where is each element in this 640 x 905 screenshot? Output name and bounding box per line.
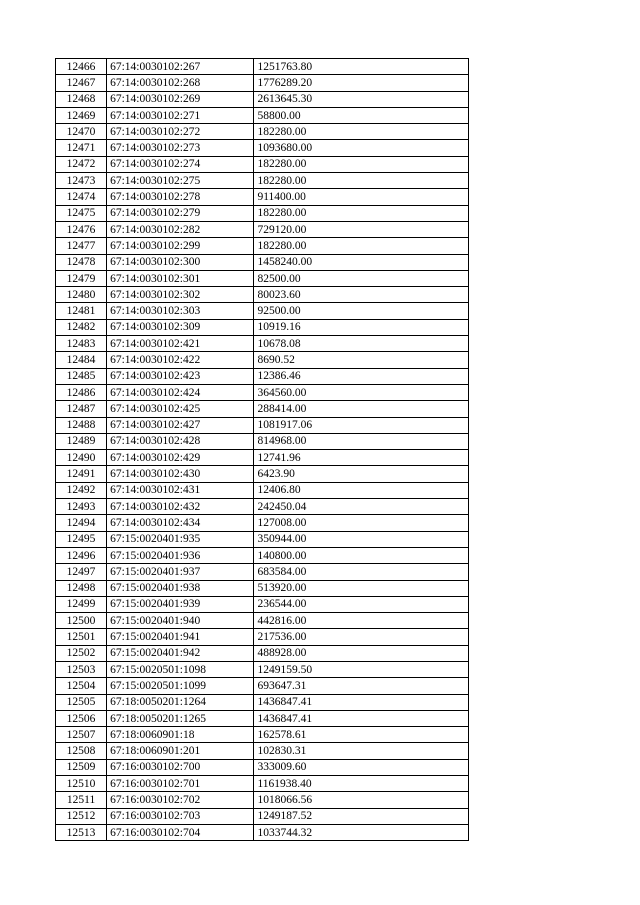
- row-number-cell: 12509: [56, 759, 107, 775]
- table-row: [56, 808, 469, 824]
- cadastral-number-cell: 67:14:0030102:424: [107, 384, 254, 400]
- table-row: [56, 287, 469, 303]
- value-cell: 80023.60: [254, 287, 469, 303]
- cadastral-number-cell: 67:14:0030102:422: [107, 352, 254, 368]
- table-row: [56, 564, 469, 580]
- row-number-cell: 12488: [56, 417, 107, 433]
- table-row: [56, 205, 469, 221]
- row-number-cell: 12484: [56, 352, 107, 368]
- value-cell: 12406.80: [254, 482, 469, 498]
- row-number-cell: 12485: [56, 368, 107, 384]
- value-cell: 333009.60: [254, 759, 469, 775]
- row-number-cell: 12496: [56, 547, 107, 563]
- cadastral-number-cell: 67:15:0020401:935: [107, 531, 254, 547]
- table-row: [56, 466, 469, 482]
- row-number-cell: 12476: [56, 221, 107, 237]
- table-row: [56, 124, 469, 140]
- row-number-cell: 12513: [56, 824, 107, 840]
- cadastral-number-cell: 67:16:0030102:701: [107, 776, 254, 792]
- row-number-cell: 12504: [56, 678, 107, 694]
- value-cell: 82500.00: [254, 270, 469, 286]
- table-row: [56, 661, 469, 677]
- table-row: [56, 254, 469, 270]
- cadastral-number-cell: 67:14:0030102:423: [107, 368, 254, 384]
- table-row: [56, 613, 469, 629]
- value-cell: 1161938.40: [254, 776, 469, 792]
- table-row: [56, 303, 469, 319]
- value-cell: 1436847.41: [254, 710, 469, 726]
- row-number-cell: 12478: [56, 254, 107, 270]
- cadastral-number-cell: 67:14:0030102:309: [107, 319, 254, 335]
- cadastral-number-cell: 67:15:0020401:938: [107, 580, 254, 596]
- cadastral-number-cell: 67:15:0020401:941: [107, 629, 254, 645]
- table-row: [56, 531, 469, 547]
- value-cell: 1249187.52: [254, 808, 469, 824]
- value-cell: 236544.00: [254, 596, 469, 612]
- table-row: [56, 547, 469, 563]
- table-row: [56, 515, 469, 531]
- cadastral-number-cell: 67:14:0030102:275: [107, 173, 254, 189]
- cadastral-number-cell: 67:14:0030102:299: [107, 238, 254, 254]
- cadastral-number-cell: 67:15:0020401:937: [107, 564, 254, 580]
- cadastral-number-cell: 67:14:0030102:267: [107, 59, 254, 75]
- cadastral-number-cell: 67:14:0030102:300: [107, 254, 254, 270]
- cadastral-number-cell: 67:14:0030102:302: [107, 287, 254, 303]
- cadastral-number-cell: 67:15:0020401:936: [107, 547, 254, 563]
- table-row: [56, 384, 469, 400]
- value-cell: 1081917.06: [254, 417, 469, 433]
- value-cell: 288414.00: [254, 401, 469, 417]
- value-cell: 1251763.80: [254, 59, 469, 75]
- value-cell: 911400.00: [254, 189, 469, 205]
- table-row: [56, 368, 469, 384]
- cadastral-number-cell: 67:18:0060901:201: [107, 743, 254, 759]
- value-cell: 12386.46: [254, 368, 469, 384]
- row-number-cell: 12467: [56, 75, 107, 91]
- value-cell: 162578.61: [254, 727, 469, 743]
- row-number-cell: 12486: [56, 384, 107, 400]
- cadastral-number-cell: 67:18:0060901:18: [107, 727, 254, 743]
- row-number-cell: 12492: [56, 482, 107, 498]
- value-cell: 92500.00: [254, 303, 469, 319]
- table-row: [56, 189, 469, 205]
- row-number-cell: 12493: [56, 499, 107, 515]
- value-cell: 2613645.30: [254, 91, 469, 107]
- cadastral-number-cell: 67:14:0030102:430: [107, 466, 254, 482]
- table-row: [56, 417, 469, 433]
- table-row: [56, 759, 469, 775]
- cadastral-number-cell: 67:14:0030102:268: [107, 75, 254, 91]
- value-cell: 814968.00: [254, 433, 469, 449]
- row-number-cell: 12490: [56, 450, 107, 466]
- cadastral-number-cell: 67:14:0030102:279: [107, 205, 254, 221]
- row-number-cell: 12511: [56, 792, 107, 808]
- value-cell: 488928.00: [254, 645, 469, 661]
- row-number-cell: 12473: [56, 173, 107, 189]
- row-number-cell: 12479: [56, 270, 107, 286]
- cadastral-number-cell: 67:18:0050201:1264: [107, 694, 254, 710]
- row-number-cell: 12474: [56, 189, 107, 205]
- table-row: [56, 499, 469, 515]
- cadastral-number-cell: 67:15:0020401:939: [107, 596, 254, 612]
- row-number-cell: 12469: [56, 107, 107, 123]
- value-cell: 1018066.56: [254, 792, 469, 808]
- table-row: [56, 580, 469, 596]
- row-number-cell: 12500: [56, 613, 107, 629]
- row-number-cell: 12510: [56, 776, 107, 792]
- cadastral-number-cell: 67:15:0020501:1098: [107, 661, 254, 677]
- value-cell: 140800.00: [254, 547, 469, 563]
- cadastral-number-cell: 67:14:0030102:303: [107, 303, 254, 319]
- cadastral-number-cell: 67:14:0030102:425: [107, 401, 254, 417]
- cadastral-number-cell: 67:14:0030102:269: [107, 91, 254, 107]
- cadastral-number-cell: 67:14:0030102:282: [107, 221, 254, 237]
- cadastral-number-cell: 67:14:0030102:301: [107, 270, 254, 286]
- value-cell: 182280.00: [254, 238, 469, 254]
- cadastral-number-cell: 67:16:0030102:700: [107, 759, 254, 775]
- table-body: [56, 59, 469, 841]
- value-cell: 10919.16: [254, 319, 469, 335]
- table-row: [56, 450, 469, 466]
- table-row: [56, 433, 469, 449]
- row-number-cell: 12508: [56, 743, 107, 759]
- row-number-cell: 12506: [56, 710, 107, 726]
- value-cell: 58800.00: [254, 107, 469, 123]
- value-cell: 683584.00: [254, 564, 469, 580]
- row-number-cell: 12472: [56, 156, 107, 172]
- value-cell: 217536.00: [254, 629, 469, 645]
- table-row: [56, 140, 469, 156]
- cadastral-number-cell: 67:14:0030102:427: [107, 417, 254, 433]
- table-row: [56, 401, 469, 417]
- table-row: [56, 629, 469, 645]
- value-cell: 442816.00: [254, 613, 469, 629]
- table-row: [56, 645, 469, 661]
- row-number-cell: 12494: [56, 515, 107, 531]
- cadastral-number-cell: 67:15:0020401:942: [107, 645, 254, 661]
- row-number-cell: 12471: [56, 140, 107, 156]
- cadastral-number-cell: 67:16:0030102:704: [107, 824, 254, 840]
- cadastral-number-cell: 67:14:0030102:434: [107, 515, 254, 531]
- table-row: [56, 743, 469, 759]
- table-row: [56, 319, 469, 335]
- cadastral-number-cell: 67:14:0030102:431: [107, 482, 254, 498]
- table-row: [56, 75, 469, 91]
- cadastral-number-cell: 67:14:0030102:272: [107, 124, 254, 140]
- value-cell: 10678.08: [254, 336, 469, 352]
- table-row: [56, 727, 469, 743]
- value-cell: 1093680.00: [254, 140, 469, 156]
- value-cell: 350944.00: [254, 531, 469, 547]
- data-table: [55, 58, 469, 841]
- cadastral-number-cell: 67:14:0030102:421: [107, 336, 254, 352]
- row-number-cell: 12487: [56, 401, 107, 417]
- row-number-cell: 12502: [56, 645, 107, 661]
- value-cell: 182280.00: [254, 205, 469, 221]
- table-row: [56, 710, 469, 726]
- table-row: [56, 694, 469, 710]
- row-number-cell: 12512: [56, 808, 107, 824]
- value-cell: 6423.90: [254, 466, 469, 482]
- table-row: [56, 91, 469, 107]
- value-cell: 1458240.00: [254, 254, 469, 270]
- row-number-cell: 12498: [56, 580, 107, 596]
- table-row: [56, 173, 469, 189]
- table-row: [56, 238, 469, 254]
- table-row: [56, 792, 469, 808]
- row-number-cell: 12481: [56, 303, 107, 319]
- row-number-cell: 12507: [56, 727, 107, 743]
- value-cell: 1776289.20: [254, 75, 469, 91]
- table-row: [56, 824, 469, 840]
- cadastral-number-cell: 67:14:0030102:428: [107, 433, 254, 449]
- value-cell: 12741.96: [254, 450, 469, 466]
- value-cell: 182280.00: [254, 173, 469, 189]
- row-number-cell: 12501: [56, 629, 107, 645]
- row-number-cell: 12499: [56, 596, 107, 612]
- table-row: [56, 221, 469, 237]
- row-number-cell: 12482: [56, 319, 107, 335]
- row-number-cell: 12468: [56, 91, 107, 107]
- row-number-cell: 12466: [56, 59, 107, 75]
- cadastral-number-cell: 67:15:0020401:940: [107, 613, 254, 629]
- cadastral-number-cell: 67:16:0030102:703: [107, 808, 254, 824]
- cadastral-number-cell: 67:14:0030102:274: [107, 156, 254, 172]
- value-cell: 8690.52: [254, 352, 469, 368]
- value-cell: 513920.00: [254, 580, 469, 596]
- value-cell: 242450.04: [254, 499, 469, 515]
- row-number-cell: 12470: [56, 124, 107, 140]
- row-number-cell: 12497: [56, 564, 107, 580]
- table-row: [56, 270, 469, 286]
- table-row: [56, 156, 469, 172]
- cadastral-number-cell: 67:18:0050201:1265: [107, 710, 254, 726]
- row-number-cell: 12489: [56, 433, 107, 449]
- value-cell: 102830.31: [254, 743, 469, 759]
- row-number-cell: 12505: [56, 694, 107, 710]
- value-cell: 1436847.41: [254, 694, 469, 710]
- cadastral-number-cell: 67:14:0030102:278: [107, 189, 254, 205]
- table-row: [56, 678, 469, 694]
- value-cell: 1249159.50: [254, 661, 469, 677]
- row-number-cell: 12495: [56, 531, 107, 547]
- row-number-cell: 12491: [56, 466, 107, 482]
- value-cell: 182280.00: [254, 124, 469, 140]
- table-row: [56, 336, 469, 352]
- table-row: [56, 482, 469, 498]
- row-number-cell: 12480: [56, 287, 107, 303]
- table-row: [56, 107, 469, 123]
- table-row: [56, 596, 469, 612]
- table-row: [56, 59, 469, 75]
- table-row: [56, 776, 469, 792]
- row-number-cell: 12475: [56, 205, 107, 221]
- value-cell: 182280.00: [254, 156, 469, 172]
- cadastral-number-cell: 67:16:0030102:702: [107, 792, 254, 808]
- row-number-cell: 12477: [56, 238, 107, 254]
- cadastral-number-cell: 67:14:0030102:429: [107, 450, 254, 466]
- value-cell: 1033744.32: [254, 824, 469, 840]
- cadastral-number-cell: 67:14:0030102:271: [107, 107, 254, 123]
- row-number-cell: 12483: [56, 336, 107, 352]
- value-cell: 127008.00: [254, 515, 469, 531]
- cadastral-number-cell: 67:15:0020501:1099: [107, 678, 254, 694]
- value-cell: 364560.00: [254, 384, 469, 400]
- row-number-cell: 12503: [56, 661, 107, 677]
- table-row: [56, 352, 469, 368]
- cadastral-number-cell: 67:14:0030102:273: [107, 140, 254, 156]
- cadastral-number-cell: 67:14:0030102:432: [107, 499, 254, 515]
- value-cell: 729120.00: [254, 221, 469, 237]
- value-cell: 693647.31: [254, 678, 469, 694]
